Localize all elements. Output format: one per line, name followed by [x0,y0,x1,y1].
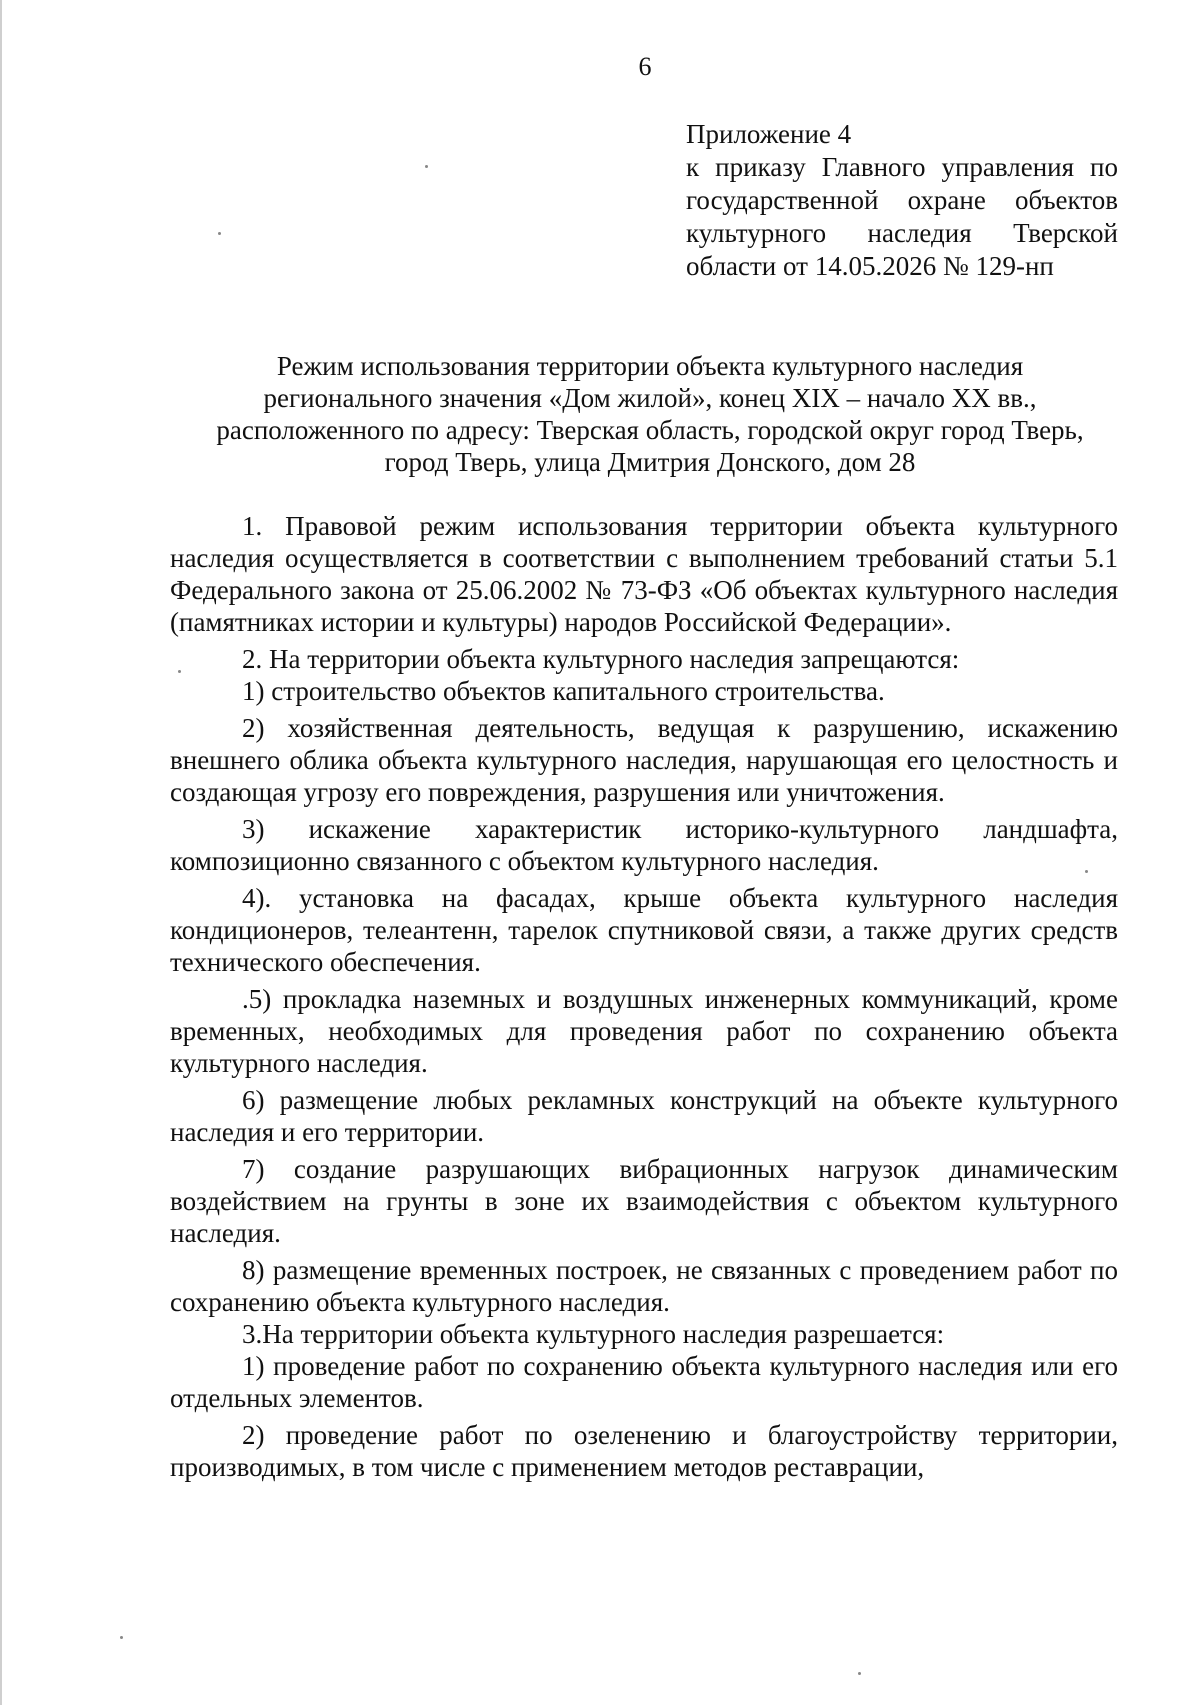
appendix-line: к приказу Главного управления по [686,152,1118,182]
paragraph-2: 2. На территории объекта культурного наследия запрещаются: [242,644,960,674]
title-line: Режим использования территории объекта культурного наследия [276,351,1024,381]
document-title [160,350,1140,478]
appendix-line: области от 14.05.2026 № 129-нп [686,251,1054,281]
prohibition-item-1: 1) строительство объектов капитального строительства. [242,676,885,706]
scan-speck [178,670,181,673]
scan-speck [858,1672,861,1675]
document-body [170,510,1118,1488]
prohibition-item-6: 6) размещение любых рекламных конструкций на объекте культурного наследия и его территории. [170,1085,1118,1147]
page-edge [0,0,2,1705]
permission-item-2: 2) проведение работ по озеленению и благоустройству территории, производимых, в том числе с применением методов реставрации, [170,1420,1118,1482]
paragraph-3: 3.На территории объекта культурного наследия разрешается: [242,1319,945,1349]
scan-speck [120,1636,123,1639]
prohibition-item-3: 3) искажение характеристик историко-культурного ландшафта, композиционно связанного с объектом культурного наследия. [170,814,1118,876]
scan-speck [425,165,428,168]
prohibition-item-7: 7) создание разрушающих вибрационных нагрузок динамическим воздействием на грунты в зоне их взаимодействия с объектом культурного наследия. [170,1154,1118,1248]
title-line: регионального значения «Дом жилой», конец XIX – начало XX вв., [263,383,1037,413]
scan-speck [1085,870,1088,873]
appendix-line: государственной охране объектов [686,185,1118,215]
prohibition-item-5: .5) прокладка наземных и воздушных инженерных коммуникаций, кроме временных, необходимых для проведения работ по сохранению объекта культурного наследия. [170,984,1118,1078]
appendix-line: культурного наследия Тверской [686,218,1118,248]
appendix-line: Приложение 4 [686,119,852,149]
page-number: 6 [638,52,652,81]
title-line: расположенного по адресу: Тверская область, городской округ город Тверь, [216,415,1084,445]
appendix-header [686,118,1118,283]
prohibition-item-2: 2) хозяйственная деятельность, ведущая к разрушению, искажению внешнего облика объекта культурного наследия, нарушающая его целостность и создающая угрозу его повреждения, разрушения или уничтожения. [170,713,1118,807]
paragraph-1: 1. Правовой режим использования территории объекта культурного наследия осуществляется в соответствии с выполнением требований статьи 5.1 Федерального закона от 25.06.2002 № 73-ФЗ «Об объектах культурного наследия (памятниках истории и культуры) народов Российской Федерации». [170,511,1118,637]
permission-item-1: 1) проведение работ по сохранению объекта культурного наследия или его отдельных элементов. [170,1351,1118,1413]
title-line: город Тверь, улица Дмитрия Донского, дом 28 [384,447,916,477]
prohibition-item-8: 8) размещение временных построек, не связанных с проведением работ по сохранению объекта культурного наследия. [170,1255,1118,1317]
scan-speck [218,232,221,235]
prohibition-item-4: 4). установка на фасадах, крыше объекта культурного наследия кондиционеров, телеантенн, тарелок спутниковой связи, а также других средств технического обеспечения. [170,883,1118,977]
